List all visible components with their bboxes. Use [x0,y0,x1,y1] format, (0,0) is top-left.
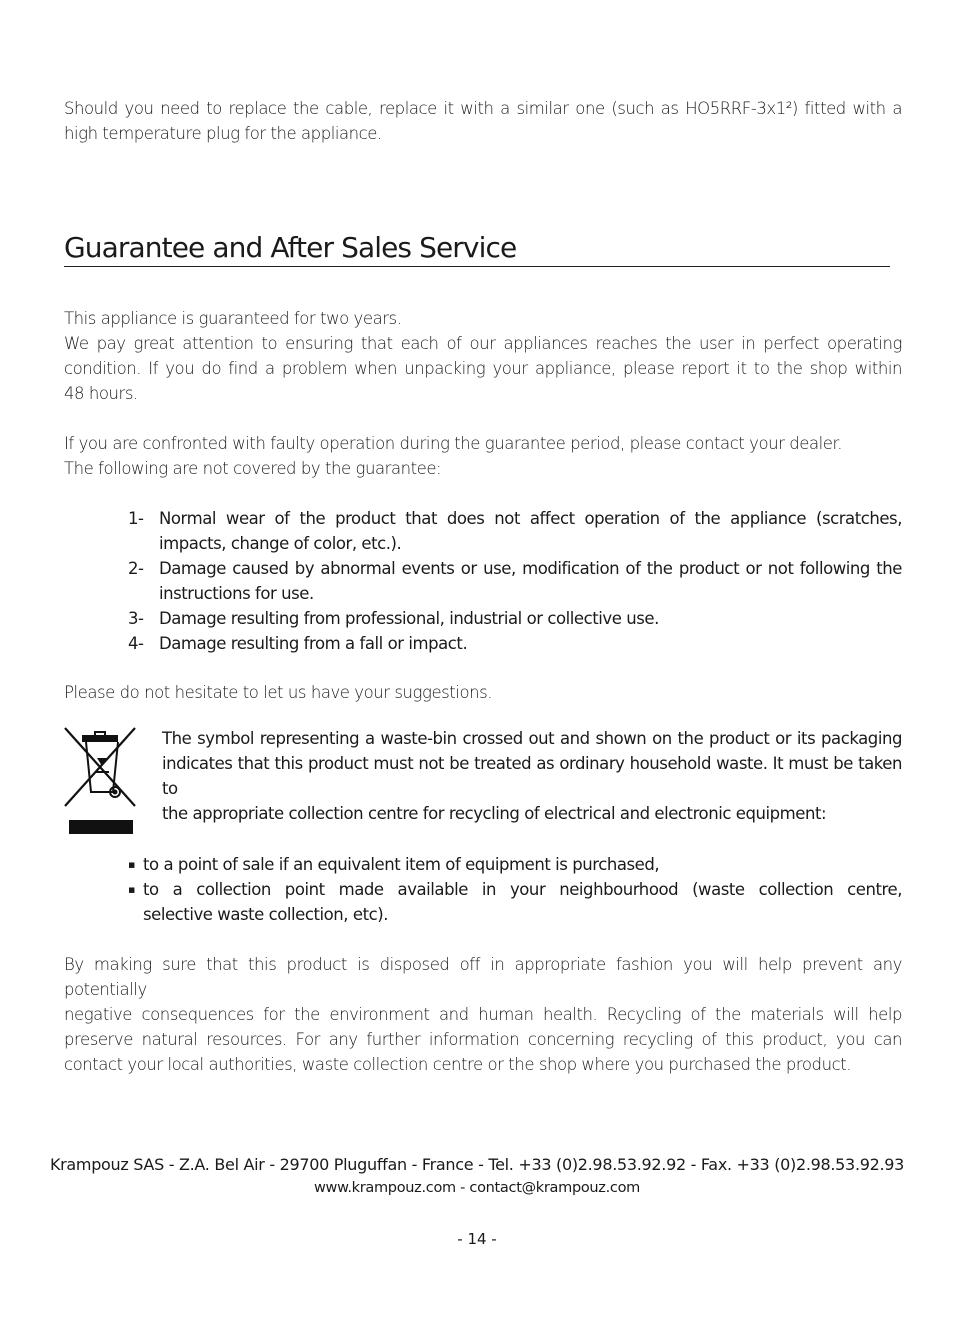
list-item [128,877,902,927]
cable-note-line: high temperature plug for the appliance. [64,124,382,143]
list-item-text: instructions for use. [159,584,314,603]
footer-address: Krampouz SAS - Z.A. Bel Air - 29700 Pluguffan - France - Tel. +33 (0)2.98.53.92.92 - Fax. +33 (0)2.98.53.92.93 [49,1155,905,1174]
list-item-text: impacts, change of color, etc.). [159,534,402,553]
list-item-text: Damage resulting from a fall or impact. [159,634,468,653]
list-item-text: to a collection point made available in your neighbourhood (waste collection centre, [143,880,902,899]
list-item-text: Normal wear of the product that does not affect operation of the appliance (scratches, [159,509,902,528]
closing-line: negative consequences for the environment and human health. Recycling of the materials will help [64,1005,902,1024]
closing-line: By making sure that this product is disposed off in appropriate fashion you will help prevent any potentially [64,955,902,999]
list-item [128,506,902,556]
guarantee-line: 48 hours. [64,384,138,403]
list-item [128,556,902,606]
list-item-number: 4- [128,634,144,653]
bullet-mark: ▪ [128,883,136,896]
guarantee-line: condition. If you do find a problem when unpacking your appliance, please report it to the shop within [64,359,902,378]
list-item [128,631,902,656]
list-item-text: Damage caused by abnormal events or use, modification of the product or not following the [159,559,902,578]
cable-note [64,96,902,146]
bullet-mark: ▪ [128,858,136,871]
list-item-number: 3- [128,609,144,628]
section-title: Guarantee and After Sales Service [64,230,890,267]
weee-black-bar [69,820,133,834]
suggestions-text: Please do not hesitate to let us have your suggestions. [64,683,493,702]
weee-line: The symbol representing a waste-bin crossed out and shown on the product or its packaging [162,729,902,748]
footer-web: www.krampouz.com - contact@krampouz.com [313,1180,640,1196]
page-number: - 14 - [457,1230,497,1248]
faulty-line: If you are confronted with faulty operation during the guarantee period, please contact your dealer. [64,434,843,453]
weee-line: indicates that this product must not be treated as ordinary household waste. It must be taken to [162,754,902,798]
weee-paragraph [162,726,902,826]
list-item-text: to a point of sale if an equivalent item of equipment is purchased, [143,855,660,874]
closing-paragraph [64,952,902,1077]
weee-line: the appropriate collection centre for recycling of electrical and electronic equipment: [162,804,827,823]
faulty-line: The following are not covered by the guarantee: [64,459,442,478]
closing-line: preserve natural resources. For any further information concerning recycling of this product, you can [64,1030,902,1049]
list-item-text: selective waste collection, etc). [143,905,389,924]
closing-line: contact your local authorities, waste collection centre or the shop where you purchased the product. [64,1055,852,1074]
list-item-number: 1- [128,509,144,528]
crossed-out-wheelie-bin-icon [62,724,138,812]
list-item [128,852,902,877]
exclusions-list [128,506,902,656]
disposal-options-list [128,852,902,927]
guarantee-line: We pay great attention to ensuring that each of our appliances reaches the user in perfect operating [64,334,902,353]
faulty-paragraph [64,431,902,481]
cable-note-line: Should you need to replace the cable, replace it with a similar one (such as HO5RRF-3x1²) fitted with a [64,99,902,118]
guarantee-paragraph [64,306,902,406]
list-item [128,606,902,631]
list-item-text: Damage resulting from professional, industrial or collective use. [159,609,659,628]
guarantee-line: This appliance is guaranteed for two years. [64,309,402,328]
list-item-number: 2- [128,559,144,578]
